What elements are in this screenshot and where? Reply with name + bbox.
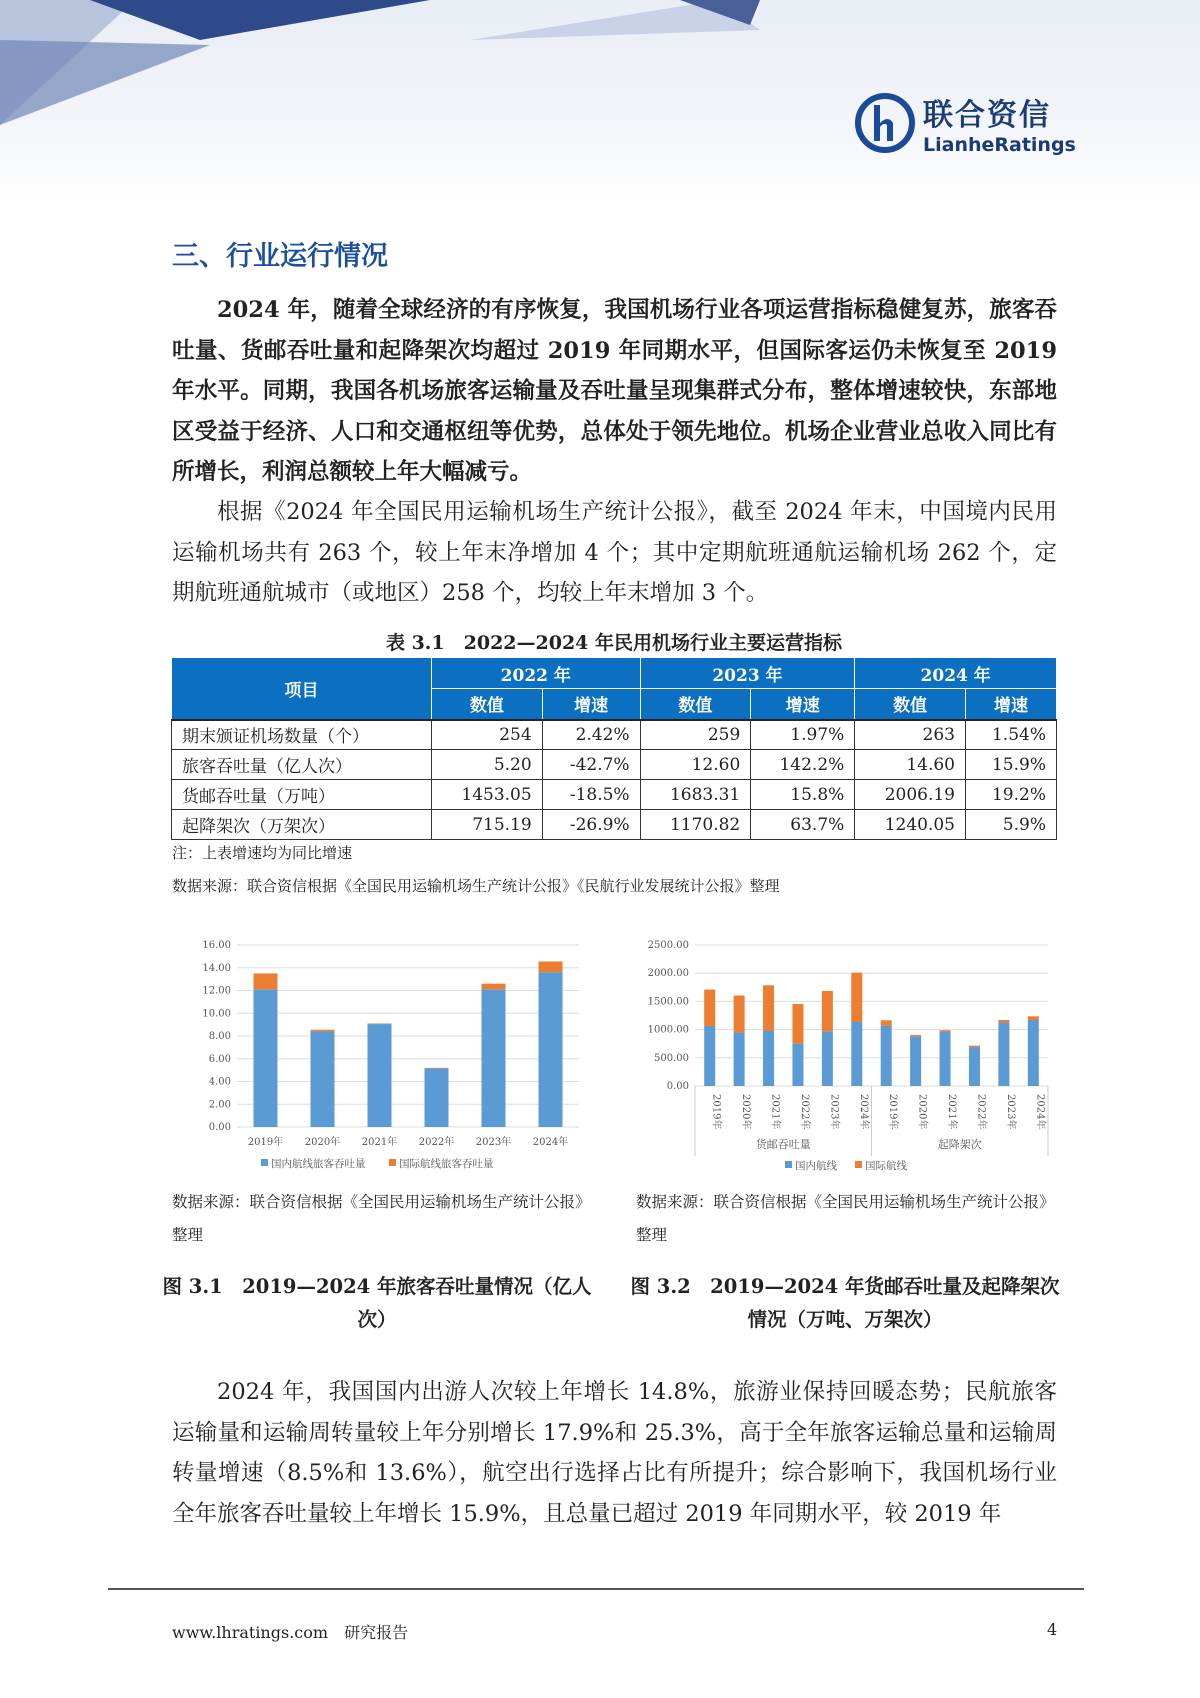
- bar-domestic: [851, 1022, 862, 1086]
- legend-swatch: [855, 1161, 862, 1168]
- header-year: 2024 年: [855, 658, 1057, 689]
- header-growth: 增速: [751, 689, 855, 720]
- x-tick-label: 2021年: [946, 1094, 958, 1130]
- fig2-source: 数据来源：联合资信根据《全国民用运输机场生产统计公报》整理: [636, 1193, 1055, 1244]
- legend-swatch: [785, 1161, 792, 1168]
- passenger-chart: [179, 931, 585, 1175]
- fig1-source: 数据来源：联合资信根据《全国民用运输机场生产统计公报》整理: [172, 1193, 591, 1244]
- y-tick-label: 10.00: [202, 1008, 231, 1020]
- cell: 63.7%: [751, 810, 855, 840]
- bar-domestic: [425, 1068, 449, 1127]
- y-tick-label: 0.00: [208, 1122, 231, 1133]
- bar-domestic: [368, 1024, 392, 1127]
- group-label: 货邮吞吐量: [755, 1138, 811, 1151]
- y-tick-label: 0.00: [666, 1081, 689, 1092]
- bar-domestic: [881, 1026, 892, 1086]
- company-logo: [855, 90, 1076, 156]
- x-tick-label: 2022年: [418, 1137, 455, 1148]
- bar-domestic: [704, 1026, 715, 1086]
- x-tick-label: 2021年: [361, 1137, 398, 1148]
- cell: 1170.82: [640, 810, 751, 840]
- x-tick-label: 2021年: [769, 1094, 781, 1130]
- bar-international: [539, 961, 563, 972]
- cell: 15.9%: [966, 750, 1057, 780]
- cell: 2.42%: [542, 720, 640, 750]
- legend-label: 国内航线: [795, 1160, 837, 1172]
- cell: -26.9%: [542, 810, 640, 840]
- footer-url-text[interactable]: www.lhratings.com: [172, 1623, 329, 1642]
- bar-international: [254, 973, 278, 989]
- row-label: 旅客吞吐量（亿人次）: [172, 750, 432, 780]
- body-paragraph-1: 根据《2024 年全国民用运输机场生产统计公报》，截至 2024 年末，中国境内民用运输机场共有 263 个，较上年末净增加 4 个；其中定期航班通航运输机场 262 个，定期航班通航城市（或地区）258 个，均较上年末增加 3 个。: [172, 499, 1057, 606]
- bar-domestic: [1028, 1020, 1039, 1086]
- fig2-caption: 图 3.2 2019—2024 年货邮吞吐量及起降架次情况（万吨、万架次）: [630, 1275, 1060, 1331]
- table-row: [172, 810, 1057, 840]
- header-item: 项目: [172, 658, 432, 720]
- header-value: 数值: [640, 689, 751, 720]
- bar-international: [763, 985, 774, 1030]
- legend-swatch: [389, 1159, 396, 1166]
- page-number: 4: [1047, 1620, 1058, 1639]
- footer-divider: [108, 1588, 1084, 1590]
- cell: 14.60: [855, 750, 966, 780]
- cell: 1.97%: [751, 720, 855, 750]
- bar-international: [822, 991, 833, 1032]
- bar-international: [482, 984, 506, 990]
- x-tick-label: 2023年: [475, 1137, 512, 1148]
- fig1-caption: 图 3.1 2019—2024 年旅客吞吐量情况（亿人次）: [162, 1275, 592, 1331]
- bar-international: [311, 1030, 335, 1032]
- group-label: 起降架次: [937, 1138, 982, 1151]
- y-tick-label: 2.00: [208, 1099, 231, 1111]
- legend-label: 国际航线: [865, 1160, 907, 1172]
- cell: -18.5%: [542, 780, 640, 810]
- header-year: 2022 年: [432, 658, 641, 689]
- y-tick-label: 2500.00: [647, 940, 689, 951]
- y-tick-label: 12.00: [202, 985, 231, 997]
- cell: -42.7%: [542, 750, 640, 780]
- table-note: 注：上表增速均为同比增速: [172, 844, 353, 862]
- bar-international: [425, 1068, 449, 1069]
- bar-domestic: [998, 1023, 1009, 1086]
- x-tick-label: 2020年: [916, 1094, 928, 1130]
- cell: 142.2%: [751, 750, 855, 780]
- cell: 5.20: [432, 750, 543, 780]
- cell: 259: [640, 720, 751, 750]
- bar-international: [792, 1004, 803, 1044]
- section-title: 三、行业运行情况: [172, 241, 388, 272]
- y-tick-label: 2000.00: [647, 968, 689, 980]
- cell: 1683.31: [640, 780, 751, 810]
- bar-domestic: [910, 1036, 921, 1086]
- x-tick-label: 2024年: [532, 1137, 569, 1148]
- header-value: 数值: [855, 689, 966, 720]
- legend-swatch: [261, 1159, 268, 1166]
- bar-international: [851, 973, 862, 1022]
- y-tick-label: 8.00: [208, 1031, 231, 1042]
- x-tick-label: 2023年: [1004, 1094, 1016, 1130]
- cell: 254: [432, 720, 543, 750]
- cell: 1240.05: [855, 810, 966, 840]
- y-tick-label: 500.00: [654, 1052, 689, 1064]
- y-tick-label: 1500.00: [647, 996, 689, 1008]
- x-tick-label: 2023年: [828, 1094, 840, 1130]
- bar-international: [969, 1046, 980, 1047]
- cargo-flights-chart: [630, 931, 1060, 1175]
- header-growth: 增速: [966, 689, 1057, 720]
- x-tick-label: 2022年: [975, 1094, 987, 1130]
- table-row: [172, 780, 1057, 810]
- x-tick-label: 2024年: [1034, 1094, 1046, 1130]
- x-tick-label: 2020年: [304, 1137, 341, 1148]
- cell: 1453.05: [432, 780, 543, 810]
- legend-label: 国际航线旅客吞吐量: [399, 1158, 494, 1170]
- x-tick-label: 2019年: [887, 1094, 899, 1130]
- x-tick-label: 2024年: [857, 1094, 869, 1130]
- cell: 12.60: [640, 750, 751, 780]
- x-tick-label: 2022年: [798, 1094, 810, 1130]
- cell: 2006.19: [855, 780, 966, 810]
- x-tick-label: 2020年: [740, 1094, 752, 1130]
- logo-mark-icon: [855, 93, 915, 153]
- cell: 19.2%: [966, 780, 1057, 810]
- y-tick-label: 6.00: [208, 1053, 231, 1065]
- row-label: 期末颁证机场数量（个）: [172, 720, 432, 750]
- table-title: 表 3.1 2022—2024 年民用机场行业主要运营指标: [385, 632, 843, 654]
- header-growth: 增速: [542, 689, 640, 720]
- bar-domestic: [539, 972, 563, 1127]
- legend-label: 国内航线旅客吞吐量: [271, 1158, 366, 1170]
- bar-international: [910, 1035, 921, 1036]
- table-row: [172, 750, 1057, 780]
- row-label: 起降架次（万架次）: [172, 810, 432, 840]
- footer-label: 研究报告: [344, 1623, 409, 1642]
- bar-domestic: [734, 1032, 745, 1086]
- y-tick-label: 14.00: [202, 962, 231, 974]
- summary-paragraph: 2024 年，随着全球经济的有序恢复，我国机场行业各项运营指标稳健复苏，旅客吞吐量、货邮吞吐量和起降架次均超过 2019 年同期水平，但国际客运仍未恢复至 2019 年水平。同期，我国各机场旅客运输量及吞吐量呈现集群式分布，整体增速较快，东部地区受益于经济、人口和交通枢纽等优势，总体处于领先地位。机场企业营业总收入同比有所增长，利润总额较上年大幅减亏。: [172, 297, 1057, 485]
- x-tick-label: 2019年: [710, 1094, 722, 1130]
- y-tick-label: 4.00: [208, 1076, 231, 1088]
- header-value: 数值: [432, 689, 543, 720]
- cell: 263: [855, 720, 966, 750]
- logo-en: LianheRatings: [923, 134, 1076, 156]
- body-paragraph-2: 2024 年，我国国内出游人次较上年增长 14.8%，旅游业保持回暖态势；民航旅客运输量和运输周转量较上年分别增长 17.9%和 25.3%，高于全年旅客运输总量和运输周转量增速（8.5%和 13.6%），航空出行选择占比有所提升；综合影响下，我国机场行业全年旅客吞吐量较上年增长 15.9%，且总量已超过 2019 年同期水平，较 2019 年: [172, 1379, 1057, 1527]
- bar-international: [940, 1030, 951, 1031]
- header-year: 2023 年: [640, 658, 855, 689]
- logo-cn: 联合资信: [923, 98, 1051, 133]
- bar-international: [704, 990, 715, 1026]
- y-tick-label: 1000.00: [647, 1024, 689, 1036]
- table-source: 数据来源：联合资信根据《全国民用运输机场生产统计公报》《民航行业发展统计公报》整理: [172, 877, 780, 895]
- cell: 1.54%: [966, 720, 1057, 750]
- bar-domestic: [940, 1032, 951, 1086]
- row-label: 货邮吞吐量（万吨）: [172, 780, 432, 810]
- bar-domestic: [482, 989, 506, 1127]
- bar-domestic: [763, 1030, 774, 1086]
- bar-domestic: [822, 1032, 833, 1086]
- bar-domestic: [969, 1047, 980, 1086]
- footer-url[interactable]: [172, 1620, 408, 1643]
- bar-international: [368, 1023, 392, 1024]
- y-tick-label: 16.00: [202, 940, 231, 951]
- table-row: [172, 720, 1057, 750]
- x-tick-label: 2019年: [247, 1137, 284, 1148]
- bar-international: [998, 1020, 1009, 1023]
- bar-domestic: [254, 989, 278, 1127]
- cell: 15.8%: [751, 780, 855, 810]
- cell: 5.9%: [966, 810, 1057, 840]
- bar-international: [734, 995, 745, 1032]
- cell: 715.19: [432, 810, 543, 840]
- bar-international: [1028, 1016, 1039, 1020]
- bar-domestic: [311, 1031, 335, 1127]
- bar-domestic: [792, 1044, 803, 1086]
- bar-international: [881, 1020, 892, 1025]
- operating-indicators-table: [171, 657, 1057, 840]
